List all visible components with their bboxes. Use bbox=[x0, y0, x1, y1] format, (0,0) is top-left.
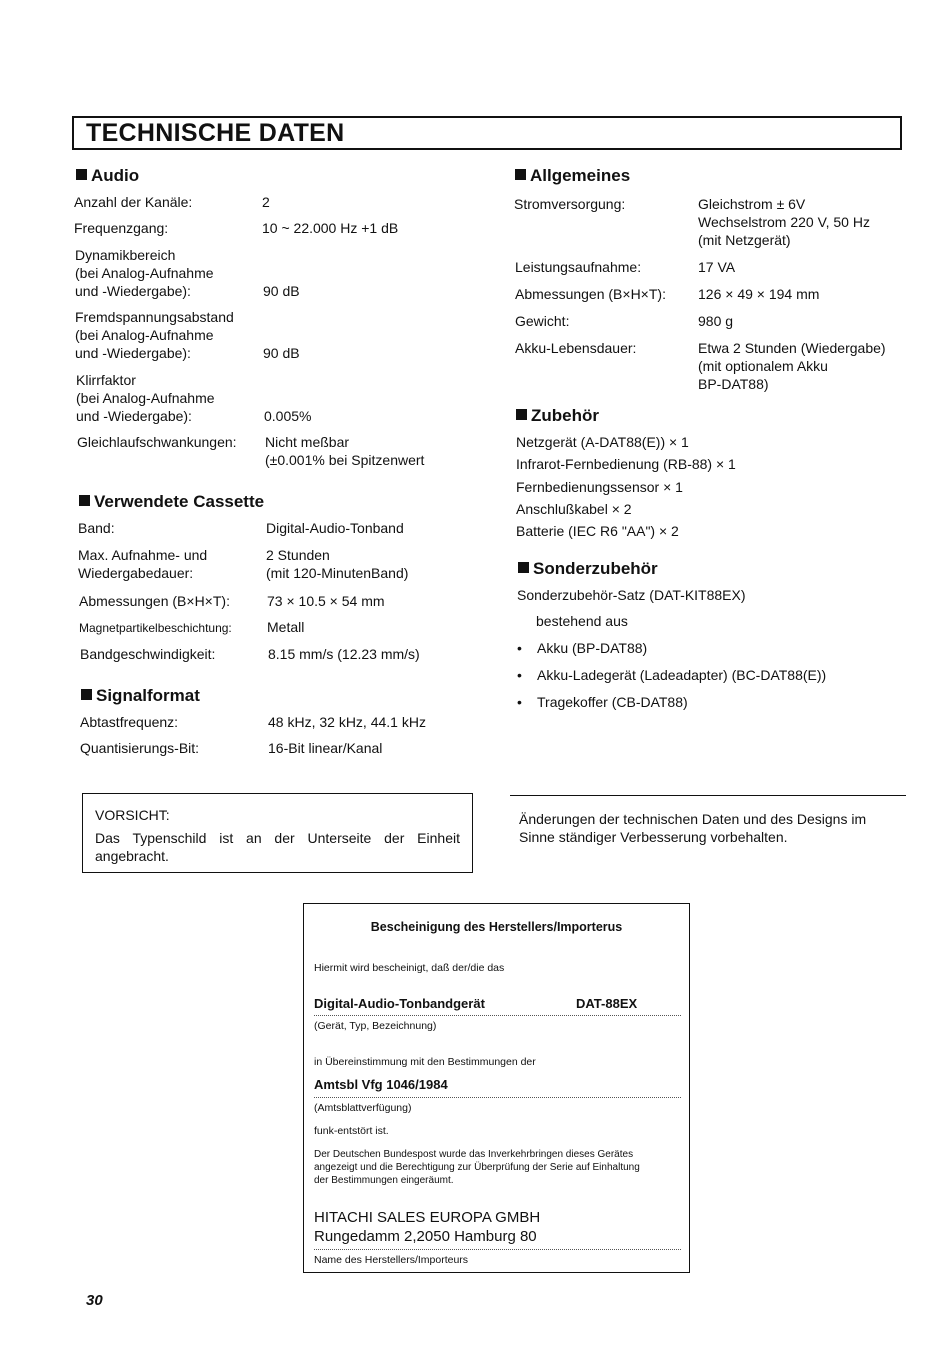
dyn-value: 90 dB bbox=[263, 283, 300, 299]
certificate-suppressed: funk-entstört ist. bbox=[314, 1125, 389, 1137]
certificate-regulation: Amtsbl Vfg 1046/1984 bbox=[314, 1077, 448, 1092]
time-value-2: (mit 120-MinutenBand) bbox=[266, 565, 409, 581]
cassette-heading bbox=[79, 492, 264, 512]
time-label-1: Max. Aufnahme- und bbox=[78, 547, 208, 563]
certificate-post-2: angezeigt und die Berechtigung zur Überprüfung der Serie auf Einhaltung bbox=[314, 1162, 640, 1173]
certificate-company: HITACHI SALES EUROPA GMBH bbox=[314, 1209, 541, 1226]
mag-label: Magnetpartikelbeschichtung: bbox=[79, 621, 232, 635]
page-number: 30 bbox=[86, 1292, 103, 1309]
band-value: Digital-Audio-Tonband bbox=[266, 520, 404, 536]
dotted-line bbox=[314, 1015, 681, 1016]
certificate-device-caption: (Gerät, Typ, Bezeichnung) bbox=[314, 1020, 437, 1032]
options-set: Sonderzubehör-Satz (DAT-KIT88EX) bbox=[517, 587, 746, 603]
dyn-label-2: (bei Analog-Aufnahme bbox=[75, 265, 214, 281]
freq-value: 10 ~ 22.000 Hz +1 dB bbox=[262, 220, 399, 236]
option-item: • Akku (BP-DAT88) bbox=[537, 639, 647, 657]
cassette-dim-label: Abmessungen (B×H×T): bbox=[79, 593, 230, 609]
caution-title: VORSICHT: bbox=[95, 807, 170, 823]
certificate-company-caption: Name des Herstellers/Importeurs bbox=[314, 1254, 469, 1266]
snr-label-3: und -Wiedergabe): bbox=[75, 345, 191, 361]
square-bullet-icon bbox=[518, 562, 529, 573]
certificate-post-1: Der Deutschen Bundespost wurde das Inverkehrbringen dieses Gerätes bbox=[314, 1149, 634, 1160]
thd-label-3: und -Wiedergabe): bbox=[76, 408, 192, 424]
audio-heading-text: Audio bbox=[91, 166, 140, 185]
thd-label-1: Klirrfaktor bbox=[76, 372, 136, 388]
accessory-item: Batterie (IEC R6 "AA") × 2 bbox=[516, 523, 679, 539]
divider bbox=[510, 795, 906, 796]
accessory-item: Netzgerät (A-DAT88(E)) × 1 bbox=[516, 434, 689, 450]
device-dim-label: Abmessungen (B×H×T): bbox=[515, 286, 666, 302]
certificate-regulation-caption: (Amtsblattverfügung) bbox=[314, 1102, 412, 1114]
snr-label-2: (bei Analog-Aufnahme bbox=[75, 327, 214, 343]
accessory-item: Anschlußkabel × 2 bbox=[516, 501, 632, 517]
time-value-1: 2 Stunden bbox=[266, 547, 330, 563]
power-value-3: (mit Netzgerät) bbox=[698, 232, 791, 248]
certificate-device: Digital-Audio-Tonbandgerät bbox=[314, 996, 485, 1011]
options-heading-text: Sonderzubehör bbox=[533, 559, 658, 578]
dyn-label-1: Dynamikbereich bbox=[75, 247, 176, 263]
thd-value: 0.005% bbox=[264, 408, 312, 424]
caution-line-2: angebracht. bbox=[95, 848, 169, 864]
snr-label-1: Fremdspannungsabstand bbox=[75, 309, 234, 325]
band-label: Band: bbox=[78, 520, 115, 536]
fs-value: 48 kHz, 32 kHz, 44.1 kHz bbox=[268, 714, 426, 730]
options-consists: bestehend aus bbox=[536, 613, 628, 629]
thd-label-2: (bei Analog-Aufnahme bbox=[76, 390, 215, 406]
option-item: • Tragekoffer (CB-DAT88) bbox=[537, 693, 688, 711]
page-title: TECHNISCHE DATEN bbox=[86, 119, 345, 147]
battery-label: Akku-Lebensdauer: bbox=[515, 340, 637, 356]
channels-label: Anzahl der Kanäle: bbox=[74, 194, 193, 210]
cassette-heading-text: Verwendete Cassette bbox=[94, 492, 265, 511]
certificate-address: Rungedamm 2,2050 Hamburg 80 bbox=[314, 1228, 537, 1245]
battery-value-2: (mit optionalem Akku bbox=[698, 358, 828, 374]
certificate-intro: Hiermit wird bescheinigt, daß der/die das bbox=[314, 962, 505, 974]
square-bullet-icon bbox=[76, 169, 87, 180]
certificate-title: Bescheinigung des Herstellers/Importerus bbox=[370, 920, 623, 934]
dotted-line bbox=[314, 1097, 681, 1098]
caution-line-1: Das Typenschild ist an der Unterseite der Einheit bbox=[95, 830, 460, 846]
certificate-post-3: der Bestimmungen eingeräumt. bbox=[314, 1175, 454, 1186]
consumption-label: Leistungsaufnahme: bbox=[515, 259, 642, 275]
power-value-2: Wechselstrom 220 V, 50 Hz bbox=[698, 214, 870, 230]
options-heading bbox=[518, 559, 658, 579]
channels-value: 2 bbox=[262, 194, 270, 210]
power-label: Stromversorgung: bbox=[514, 196, 626, 212]
wow-label: Gleichlaufschwankungen: bbox=[77, 434, 237, 450]
battery-value-3: BP-DAT88) bbox=[698, 376, 769, 392]
accessory-item: Fernbedienungssensor × 1 bbox=[516, 479, 683, 495]
signal-heading-text: Signalformat bbox=[96, 686, 200, 705]
consumption-value: 17 VA bbox=[698, 259, 736, 275]
dyn-label-3: und -Wiedergabe): bbox=[75, 283, 191, 299]
weight-value: 980 g bbox=[698, 313, 734, 329]
signal-heading bbox=[81, 686, 200, 706]
audio-heading bbox=[76, 166, 139, 186]
wow-value-2: (±0.001% bei Spitzenwert bbox=[265, 452, 425, 468]
title-box bbox=[72, 116, 902, 150]
bit-value: 16-Bit linear/Kanal bbox=[268, 740, 383, 756]
power-value-1: Gleichstrom ± 6V bbox=[698, 196, 806, 212]
freq-label: Frequenzgang: bbox=[74, 220, 169, 236]
bit-label: Quantisierungs-Bit: bbox=[80, 740, 200, 756]
changes-line-2: Sinne ständiger Verbesserung vorbehalten. bbox=[519, 829, 788, 845]
dotted-line bbox=[314, 1249, 681, 1250]
certificate-compliance: in Übereinstimmung mit den Bestimmungen der bbox=[314, 1056, 536, 1068]
option-item: • Akku-Ladegerät (Ladeadapter) (BC-DAT88(E)) bbox=[537, 666, 826, 684]
square-bullet-icon bbox=[516, 409, 527, 420]
caution-box bbox=[82, 793, 473, 873]
snr-value: 90 dB bbox=[263, 345, 300, 361]
wow-value-1: Nicht meßbar bbox=[265, 434, 350, 450]
square-bullet-icon bbox=[515, 169, 526, 180]
square-bullet-icon bbox=[81, 689, 92, 700]
speed-label: Bandgeschwindigkeit: bbox=[80, 646, 216, 662]
certificate-model: DAT-88EX bbox=[576, 996, 638, 1011]
device-dim-value: 126 × 49 × 194 mm bbox=[698, 286, 820, 302]
general-heading-text: Allgemeines bbox=[530, 166, 631, 185]
cassette-dim-value: 73 × 10.5 × 54 mm bbox=[267, 593, 385, 609]
mag-value: Metall bbox=[267, 619, 305, 635]
accessory-item: Infrarot-Fernbedienung (RB-88) × 1 bbox=[516, 456, 736, 472]
speed-value: 8.15 mm/s (12.23 mm/s) bbox=[268, 646, 420, 662]
weight-label: Gewicht: bbox=[515, 313, 570, 329]
general-heading bbox=[515, 166, 630, 186]
time-label-2: Wiedergabedauer: bbox=[78, 565, 194, 581]
accessories-heading-text: Zubehör bbox=[531, 406, 599, 425]
battery-value-1: Etwa 2 Stunden (Wiedergabe) bbox=[698, 340, 886, 356]
square-bullet-icon bbox=[79, 495, 90, 506]
accessories-heading bbox=[516, 406, 599, 426]
changes-line-1: Änderungen der technischen Daten und des Designs im bbox=[519, 811, 867, 827]
fs-label: Abtastfrequenz: bbox=[80, 714, 179, 730]
certificate-box bbox=[303, 903, 690, 1273]
